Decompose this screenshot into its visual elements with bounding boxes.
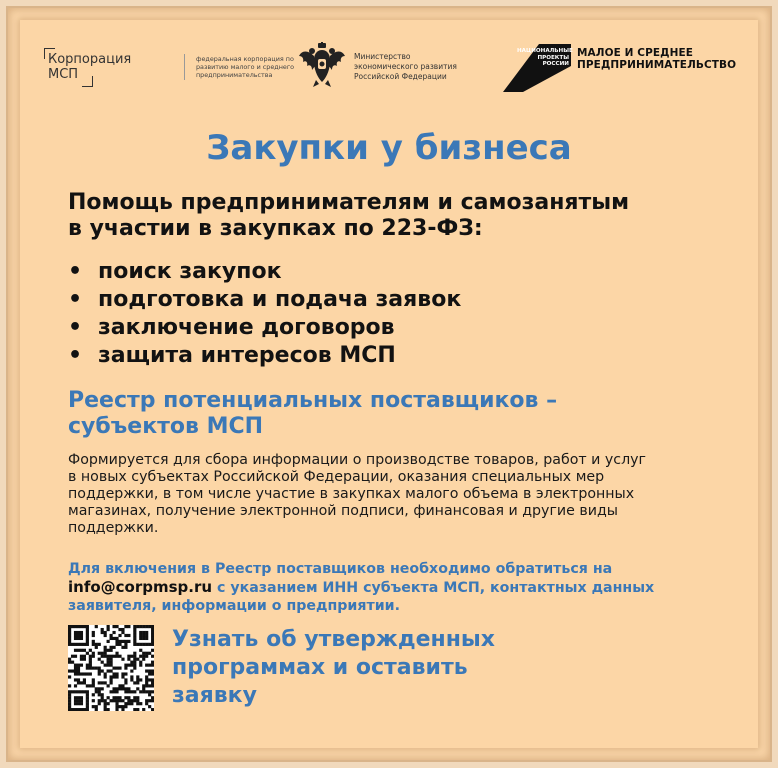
page-title: Закупки у бизнеса <box>206 128 572 168</box>
registry-text-line: в новых субъектах Российской Федерации, оказания специальных мер <box>68 469 605 485</box>
qr-code[interactable] <box>68 625 154 711</box>
bullet-icon: • <box>68 315 83 340</box>
list-item <box>68 342 461 370</box>
registry-title-line-2: субъектов МСП <box>68 414 264 439</box>
registry-description <box>68 452 718 537</box>
corpmsp-logo-name-2: МСП <box>48 67 79 82</box>
national-project-line-1: МАЛОЕ И СРЕДНЕЕ <box>577 47 694 59</box>
contact-line-1: Для включения в Реестр поставщиков необходимо обратиться на <box>68 561 613 577</box>
registry-title <box>68 388 708 440</box>
contact-line-2-rest: с указанием ИНН субъекта МСП, контактных данных <box>212 580 655 596</box>
email-link[interactable]: info@corpmsp.ru <box>68 578 213 596</box>
ministry-logo-line-2: экономического развития <box>354 62 457 71</box>
service-label: заключение договоров <box>98 315 395 340</box>
contact-info <box>68 560 728 615</box>
national-project-line-2: ПРЕДПРИНИМАТЕЛЬСТВО <box>577 59 737 71</box>
corpmsp-logo-name-1: Корпорация <box>48 52 132 67</box>
national-project-logo-text <box>577 47 736 71</box>
bullet-icon: • <box>68 287 83 312</box>
cta-line-2: программах и оставить <box>172 655 468 680</box>
cta-line-3: заявку <box>172 683 257 708</box>
registry-text-line: поддержки, в том числе участие в закупках малого объема в электронных <box>68 486 635 502</box>
subtitle <box>68 190 728 242</box>
national-project-badge-text: НАЦИОНАЛЬНЫЕ ПРОЕКТЫ РОССИИ <box>517 48 573 68</box>
contact-line-3: заявителя, информации о предприятии. <box>68 598 400 614</box>
bullet-icon: • <box>68 259 83 284</box>
ministry-logo-line-3: Российской Федерации <box>354 72 447 81</box>
subtitle-line-2: в участии в закупках по 223-ФЗ: <box>68 216 483 241</box>
contact-line-2 <box>68 578 728 597</box>
list-item <box>68 286 461 314</box>
qr-code-icon <box>68 625 154 711</box>
ministry-logo-text <box>354 52 457 82</box>
registry-title-line-1: Реестр потенциальных поставщиков – <box>68 388 558 413</box>
ministry-logo <box>298 42 498 88</box>
registry-text-line: магазинах, получение электронной подписи, финансовая и другие виды <box>68 503 618 519</box>
national-project-logo <box>503 44 743 92</box>
service-label: защита интересов МСП <box>98 343 396 368</box>
corpmsp-logo <box>44 44 295 92</box>
list-item <box>68 314 461 342</box>
subtitle-line-1: Помощь предпринимателям и самозанятым <box>68 190 630 215</box>
corpmsp-logo-divider <box>184 54 185 80</box>
corpmsp-logo-description: федеральная корпорация по развитию малого и среднего предпринимательства <box>196 55 295 79</box>
registry-text-line: поддержки. <box>68 520 159 536</box>
corpmsp-logo-bracket <box>44 44 140 90</box>
list-item <box>68 258 461 286</box>
service-label: подготовка и подача заявок <box>98 287 462 312</box>
cta-line-1: Узнать об утвержденных <box>172 627 495 652</box>
bullet-icon: • <box>68 343 83 368</box>
registry-text-line: Формируется для сбора информации о производстве товаров, работ и услуг <box>68 452 646 468</box>
service-label: поиск закупок <box>98 259 282 284</box>
double-headed-eagle-icon <box>298 42 346 88</box>
cta-text <box>172 626 572 710</box>
services-list <box>68 258 461 370</box>
ministry-logo-line-1: Министерство <box>354 52 411 61</box>
